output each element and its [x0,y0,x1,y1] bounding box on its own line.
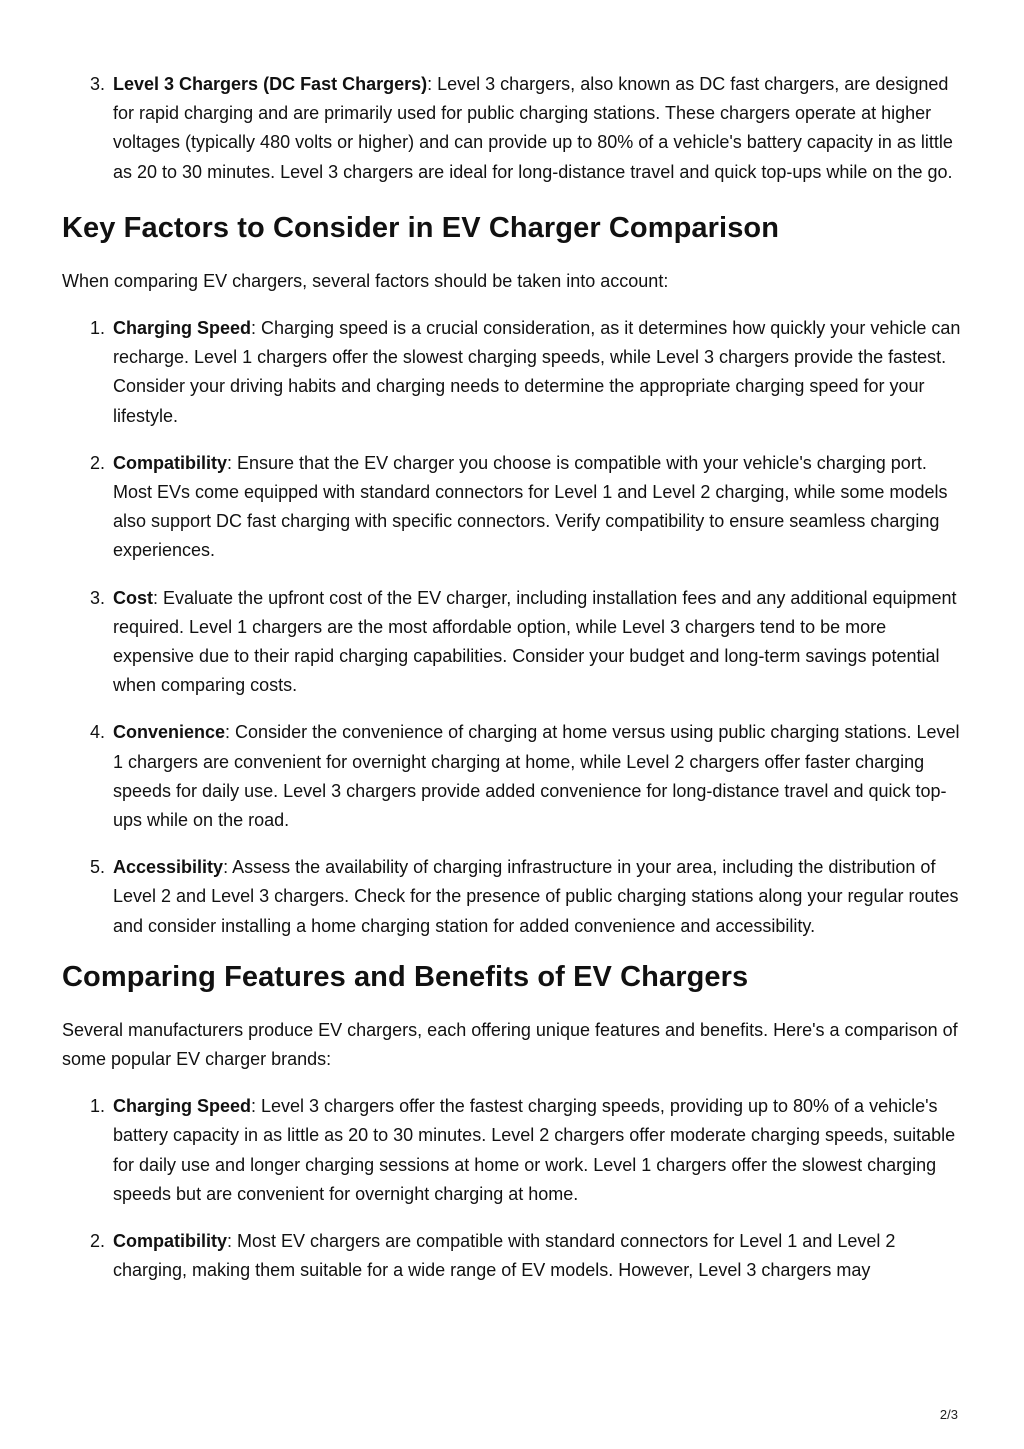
document-page [62,70,967,1304]
list-item [62,853,967,941]
list-item-number: 2. [90,452,106,473]
list-item-number: 4. [90,722,106,743]
list-item [62,1092,967,1209]
page-number: 2/3 [939,1407,958,1422]
list-item-title: Charging Speed [113,1096,252,1117]
list-item-text: : Level 3 chargers, also known as DC fast chargers, are designed for rapid charging and are primarily used for public charging stations. These chargers operate at higher voltages (typically 480 volts or higher) and can provide up to 80% of a vehicle's battery capacity in as little as 20 to 30 minutes. Level 3 chargers are ideal for long-distance travel and quick top-ups while on the go. [113,74,953,182]
list-item-title: Convenience [113,722,226,743]
list-item-title: Charging Speed [113,318,252,339]
list-item-number: 2. [90,1231,106,1252]
section-intro-key-factors: When comparing EV chargers, several factors should be taken into account: [62,270,669,291]
list-item-number: 5. [90,857,106,878]
section-heading-key-factors: Key Factors to Consider in EV Charger Comparison [62,211,780,244]
list-item-text: : Level 3 chargers offer the fastest charging speeds, providing up to 80% of a vehicle's battery capacity in as little as 20 to 30 minutes. Level 2 chargers offer moderate charging speeds, suitable for daily use and longer charging sessions at home or work. Level 1 chargers offer the slowest charging speeds but are convenient for overnight charging at home. [113,1096,956,1204]
list-item-text: : Charging speed is a crucial consideration, as it determines how quickly your vehicle can recharge. Level 1 chargers offer the slowest charging speeds, while Level 3 chargers provide the fastest. Consider your driving habits and charging needs to determine the appropriate charging speed for your lifestyle. [113,318,961,426]
list-item [62,449,967,566]
list-item [62,314,967,431]
list-item-text: : Assess the availability of charging infrastructure in your area, including the distribution of Level 2 and Level 3 chargers. Check for the presence of public charging stations along your regular routes and consider installing a home charging station for added convenience and accessibility. [113,857,959,936]
list-item-number: 3. [90,74,106,94]
list-item-number: 1. [90,318,106,339]
features-list [62,1092,967,1285]
list-item-title: Accessibility [113,857,224,878]
list-item [62,718,967,835]
list-item-text: : Evaluate the upfront cost of the EV charger, including installation fees and any additional equipment required. Level 1 chargers are the most affordable option, while Level 3 chargers tend to be more expensive due to their rapid charging capabilities. Consider your budget and long-term savings potential when comparing costs. [113,587,957,696]
list-item-number: 1. [90,1096,106,1117]
key-factors-list [62,314,967,941]
list-item-text: : Ensure that the EV charger you choose is compatible with your vehicle's charging port. Most EVs come equipped with standard connectors for Level 1 and Level 2 charging, while some models also support DC fast charging with specific connectors. Verify compatibility to ensure seamless charging experiences. [113,452,948,561]
list-item-title: Compatibility [113,1231,228,1252]
list-item-text: : Consider the convenience of charging at home versus using public charging stations. Level 1 chargers are convenient for overnight charging at home, while Level 2 chargers offer faster charging speeds for daily use. Level 3 chargers provide added convenience for long-distance travel and quick top-ups while on the road. [113,722,960,831]
list-item-title: Compatibility [113,452,228,473]
section-heading-features: Comparing Features and Benefits of EV Chargers [62,960,749,993]
list-item [62,70,967,187]
list-item-text: : Most EV chargers are compatible with standard connectors for Level 1 and Level 2 charging, making them suitable for a wide range of EV models. However, Level 3 chargers may [113,1231,896,1281]
list-item [62,584,967,701]
list-item [62,1227,967,1285]
list-item-title: Cost [113,587,153,608]
list-item-number: 3. [90,587,106,608]
list-item-title: Level 3 Chargers (DC Fast Chargers) [113,74,428,94]
section-intro-features: Several manufacturers produce EV chargers, each offering unique features and benefits. Here's a comparison of some popular EV charger brands: [62,1019,958,1070]
continued-charger-levels-list [62,70,967,187]
